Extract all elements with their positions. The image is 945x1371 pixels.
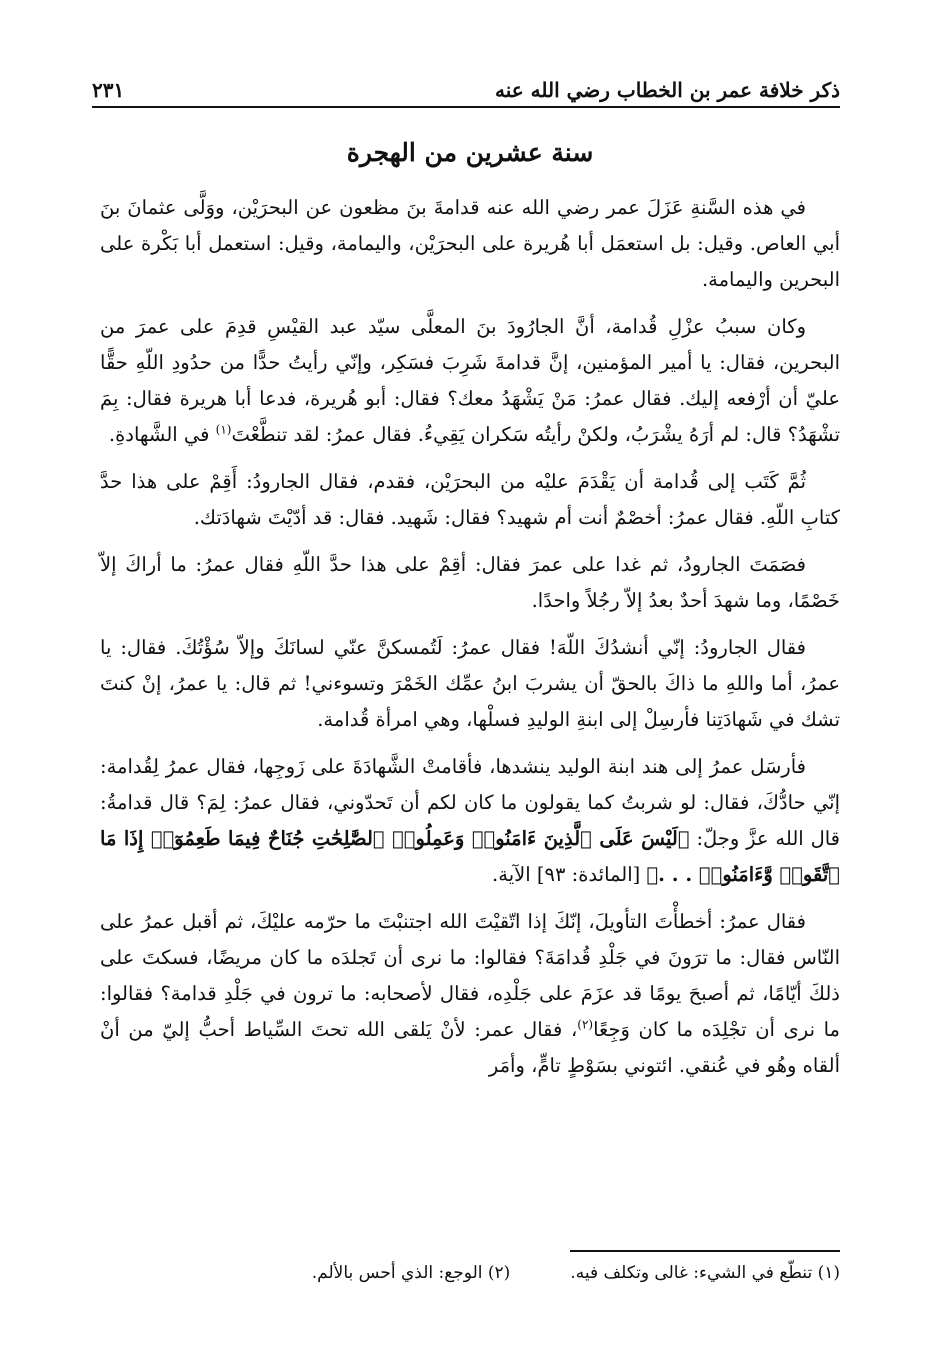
paragraph-7: فقال عمرُ: أخطأْتَ التأويلَ، إنّكَ إذا اتّقيْتَ الله اجتنبْتَ ما حرّمه عليْكَ، ثم أقبل عمرُ على النّاس فقال: ما ترَونَ في جَلْدِ قُدامَةَ؟ فقالوا: ما نرى أن تَجلدَه ما كان مريضًا، فسكتَ على ذلكَ أيّامًا، ثم أصبحَ يومًا قد عزَمَ على جَلْدِه، فقال لأصحابه: ما ترون في جَلْدِ قدامة؟ فقالوا: ما نرى أن تجْلِدَه ما كان وَجِعًا$^{(٢)}$، فقال عمر: لأنْ يَلقى الله تحتَ السِّياط أحبُّ إليّ من أنْ ألقاه وهُو في عُنقي. ائتوني بسَوْطٍ تامٍّ، وأمَر	[100, 910, 840, 1077]
quran-verse: ﴿لَيْسَ عَلَى ٱلَّذِينَ ءَامَنُوا۟ وَعَمِلُوا۟ ٱلصَّٰلِحَٰتِ جُنَاحٌ فِيمَا طَعِمُوٓا۟ إِذَا مَا ٱتَّقَوا۟ وَّءَامَنُوا۟ . . .﴾	[100, 827, 840, 886]
footnote-2: (٢) الوجع: الذي أحس بالألم.	[311, 1263, 511, 1283]
paragraph-4: فصَمَتَ الجارودُ، ثم غدا على عمرَ فقال: أقِمْ على هذا حدَّ اللّهِ فقال عمرُ: ما أراكَ إلاّ خَصْمًا، وما شهدَ أحدٌ بعدُ إلاّ رجُلاً واحدًا.	[100, 553, 840, 612]
footnotes	[100, 1263, 840, 1283]
paragraph-2: وكان سببُ عزْلِ قُدامة، أنَّ الجارُودَ بنَ المعلَّى سيّد عبد القيْسِ قدِمَ على عمرَ من البحرين، فقال: يا أمير المؤمنين، إنَّ قدامةَ شَرِبَ فسَكِر، وإنّي رأيتُ حدًّا من حدُودِ اللّهِ حقًّا عليّ أن أرْفعه إليك. فقال عمرُ: مَنْ يَشْهَدُ معك؟ فقال: أبو هُريرة، فدعا أبا هريرة فقال: بِمَ تشْهَدُ؟ قال: لم أرَهُ يشْرَبُ، ولكنْ رأيتُه سَكران يَقِيءُ. فقال عمرُ: لقد تنطَّعْتَ$^{(١)}$ في الشَّهادةِ.	[100, 315, 840, 446]
footnote-divider	[570, 1250, 840, 1252]
verse-reference: [المائدة: ٩٣] الآية.	[492, 863, 641, 886]
footnote-ref-1: (١)	[215, 422, 232, 437]
footnote-ref-2: (٢)	[577, 1017, 594, 1032]
main-text	[100, 190, 840, 1095]
running-header	[92, 62, 840, 108]
paragraph-1: في هذه السَّنةِ عَزَلَ عمر رضي الله عنه قدامةَ بنَ مظعون عن البحرَيْن، ووَلَّى عثمانَ بنَ أبي العاص. وقيل: بل استعمَل أبا هُريرة على البحرَيْن، واليمامة، وقيل: استعمل أبا بَكْرة على البحرين واليمامة.	[100, 196, 840, 291]
paragraph-3: ثُمَّ كَتَب إلى قُدامة أن يَقْدَمَ عليْه من البحرَيْن، فقدم، فقال الجارودُ: أَقِمْ على هذا حدَّ كتابِ اللّهِ. فقال عمرُ: أخصْمٌ أنت أم شهيد؟ فقال: شَهيد. فقال: قد أدّيْتَ شهادَتك.	[100, 470, 840, 529]
page-number: ٢٣١	[92, 78, 125, 102]
footnote-1: (١) تنطّع في الشيء: غالى وتكلف فيه.	[570, 1263, 840, 1283]
section-title: سنة عشرين من الهجرة	[346, 138, 594, 167]
paragraph-5: فقال الجارودُ: إنّي أنشدُكَ اللّهَ! فقال عمرُ: لَتُمسكنَّ عنّي لسانَكَ وإلاّ سُؤْتُكَ. فقال: يا عمرُ، أما واللهِ ما ذاكَ بالحقّ أن يشربَ ابنُ عمِّك الخَمْرَ وتسوءني! ثم قال: يا عمرُ، إنْ كنتَ تشك في شَهادَتِنا فأرسِلْ إلى ابنةِ الوليدِ فسلْها، وهي امرأة قُدامة.	[100, 636, 840, 731]
paragraph-6: فأرسَل عمرُ إلى هند ابنة الوليد ينشدها، فأقامتْ الشَّهادَةَ على زَوجِها، فقال عمرُ لِقُدامة: إنّي حادُّكَ، فقال: لو شربتُ كما يقولون ما كان لكم أن تَحدّوني، فقال عمرُ: لِمَ؟ قال قدامةُ: قال الله عزَّ وجلّ: ﴿لَيْسَ عَلَى ٱلَّذِينَ ءَامَنُوا۟ وَعَمِلُوا۟ ٱلصَّٰلِحَٰتِ جُنَاحٌ فِيمَا طَعِمُوٓا۟ إِذَا مَا ٱتَّقَوا۟ وَّءَامَنُوا۟ . . .﴾ [المائدة: ٩٣] الآية.	[100, 755, 841, 886]
running-title: ذكر خلافة عمر بن الخطاب رضي الله عنه	[495, 78, 840, 102]
